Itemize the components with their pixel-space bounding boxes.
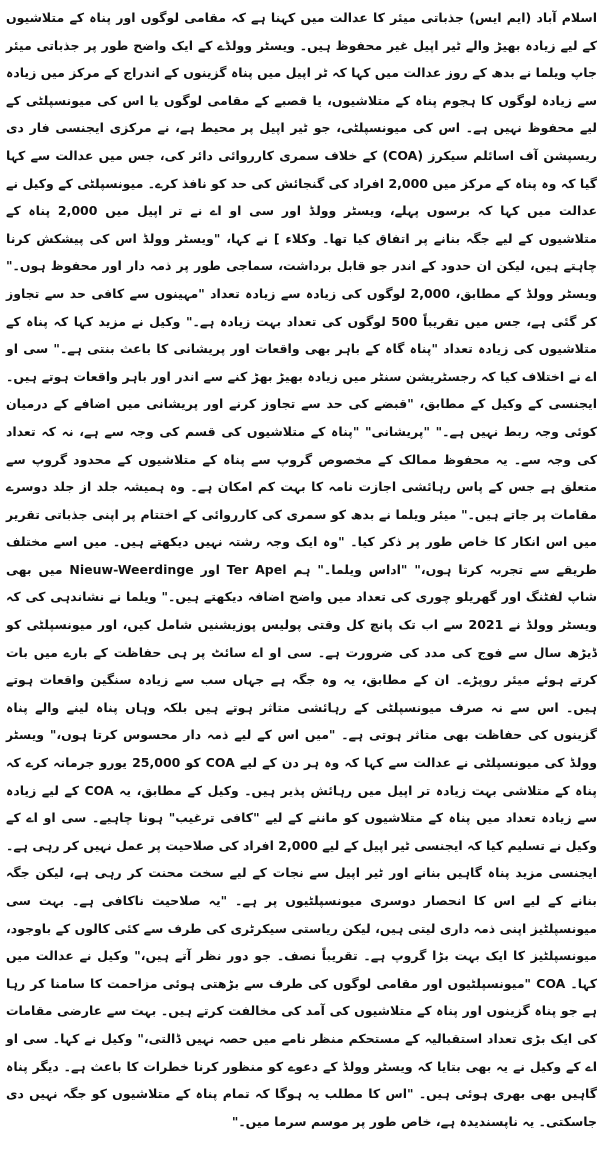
article-body: اسلام آباد (ایم ایس) جذباتی میئر کا عدالت میں کہنا ہے کہ مقامی لوگوں اور پناہ کے متلاشیوں کے لیے زیادہ بھیڑ والے ٹیر اپیل غیر محفوظ ہیں۔ ویسٹر وولڈے کے ایک واضح طور پر جذباتی میئر جاپ ویلما نے بدھ کے روز عدالت میں کہا کہ ٹر اپیل میں پناہ گزینوں کے اندراج کے مرکز میں زیادہ سے زیادہ لوگوں کا ہجوم پناہ کے متلاشیوں، یا قصبے کے مقامی لوگوں یا اس کی میونسپلٹی کے لیے محفوظ نہیں ہے۔ اس کی میونسپلٹی، جو ٹیر اپیل پر محیط ہے، نے مرکزی ایجنسی فار دی ریسپشن آف اسائلم سیکرز (COA) کے خلاف سمری کارروائی دائر کی، جس میں عدالت سے کہا گیا کہ وہ پناہ کے مرکز میں 2,000 افراد کی گنجائش کی حد کو نافذ کرے۔ میونسپلٹی کے وکیل نے عدالت میں کہا کہ برسوں پہلے، ویسٹر وولڈ اور سی او اے نے تر اپیل میں 2,000 پناہ کے متلاشیوں کے لیے جگہ بنانے پر اتفاق کیا تھا۔ وکلاء ] نے کہا، "ویسٹر وولڈ اس کی پیشکش کرنا چاہتے ہیں، لیکن ان حدود کے اندر جو قابل برداشت، سماجی طور پر ذمہ دار اور محفوظ ہوں۔" ویسٹر وولڈ کے مطابق، 2,000 لوگوں کی زیادہ سے زیادہ تعداد "مہینوں سے کافی حد سے تجاوز کر گئی ہے، جس میں تقریباً 500 لوگوں کی تعداد بہت زیادہ ہے۔" وکیل نے مزید کہا کہ پناہ کے متلاشیوں کی زیادہ تعداد "پناہ گاہ کے باہر بھی واقعات اور پریشانی کا باعث بنتی ہے۔" سی او اے نے اختلاف کیا کہ رجسٹریشن سنٹر میں زیادہ بھیڑ بھڑ کنے سے اندر اور باہر واقعات ہوتے ہیں۔ ایجنسی کے وکیل کے مطابق، "قبضے کی حد سے تجاوز کرنے اور پریشانی میں اضافے کے درمیان کوئی وجہ ربط نہیں ہے۔" "پریشانی" "پناہ کے متلاشیوں کی قسم کی وجہ سے ہے، نہ کہ تعداد کی وجہ سے۔ یہ محفوظ ممالک کے مخصوص گروپ سے پناہ کے متلاشیوں کے محدود گروپ سے متعلق ہے جس کے پاس رہائشی اجازت نامہ کا بہت کم امکان ہے۔ وہ ہمیشہ جلد از جلد دوسرے مقامات پر جاتے ہیں۔" میئر ویلما نے بدھ کو سمری کی کارروائی کے اختتام پر اپنی جذباتی تقریر میں اس انکار کا خاص طور پر ذکر کیا۔ "وہ ایک وجہ رشتہ نہیں دیکھتے ہیں۔ میں اسے مختلف طریقے سے تجربہ کرتا ہوں،" "اداس ویلما۔" ہم Ter Apel اور Nieuw-Weerdinge میں بھی شاپ لفٹنگ اور گھریلو چوری کی تعداد میں واضح اضافہ دیکھتے ہیں۔" ویلما نے نشاندہی کی کہ ویسٹر وولڈ نے 2021 سے اب تک پانچ کل وقتی پولیس پوزیشنیں شامل کیں، اور میونسپلٹی کو ڈیڑھ سال سے فوج کی مدد کی ضرورت ہے۔ سی او اے سائٹ پر ہی حفاظت کے بارے میں بات کرتے ہوئے میئر روپڑے۔ ان کے مطابق، یہ وہ جگہ ہے جہاں سب سے زیادہ سنگین واقعات ہوتے ہیں۔ اس سے نہ صرف میونسپلٹی کے رہائشی متاثر ہوتے ہیں بلکہ وہاں پناہ لینے والے پناہ گزینوں کی حفاظت بھی متاثر ہوتی ہے۔ "میں اس کے لیے ذمہ دار محسوس کرتا ہوں،" ویسٹر وولڈ کی میونسپلٹی نے عدالت سے کہا کہ وہ ہر دن کے لیے COA کو 25,000 یورو جرمانہ کرے کہ پناہ کے متلاشی بہت زیادہ تر اپیل میں رہائش پذیر ہیں۔ وکیل کے مطابق، یہ COA کے لیے زیادہ سے زیادہ تعداد میں پناہ کے متلاشیوں کو ماننے کے لیے "کافی ترغیب" ہونا چاہیے۔ سی او اے کے وکیل نے تسلیم کیا کہ ایجنسی ٹیر اپیل کے لیے 2,000 افراد کی صلاحیت پر عمل نہیں کر رہی ہے۔ ایجنسی مزید پناہ گاہیں بنانے اور ٹیر اپیل سے نجات کے لیے سخت محنت کر رہی ہے، لیکن جگہ بنانے کے لیے اس کا انحصار دوسری میونسپلٹیوں پر ہے۔ "یہ صلاحیت ناکافی ہے۔ بہت سی میونسپلٹیز اپنی ذمہ داری لیتی ہیں، لیکن ریاستی سیکرٹری کی طرف سے کئی کالوں کے باوجود، میونسپلٹیز کا ایک بہت بڑا گروپ ہے۔ تقریباً نصف۔ جو دور نظر آتے ہیں،" وکیل نے عدالت میں کہا۔ COA "میونسپلٹیوں اور مقامی لوگوں کی طرف سے بڑھتی ہوئی مزاحمت کا سامنا کر رہا ہے جو پناہ گزینوں اور پناہ کے متلاشیوں کی آمد کی مخالفت کرتے ہیں۔ بہت سے عارضی مقامات کی ایک بڑی تعداد استقبالیہ کے مستحکم منظر نامے میں حصہ نہیں ڈالتی،" وکیل نے کہا۔ سی او اے کے وکیل نے یہ بھی بتایا کہ ویسٹر وولڈ کے دعوے کو منظور کرنا خطرات کا باعث ہے۔ دیگر پناہ گاہیں بھی بھری ہوئی ہیں۔ "اس کا مطلب یہ ہوگا کہ تمام پناہ کے متلاشیوں کو جگہ نہیں دی جاسکتی۔ یہ ناپسندیدہ ہے، خاص طور پر موسم سرما میں۔" <box>6 10 598 1129</box>
